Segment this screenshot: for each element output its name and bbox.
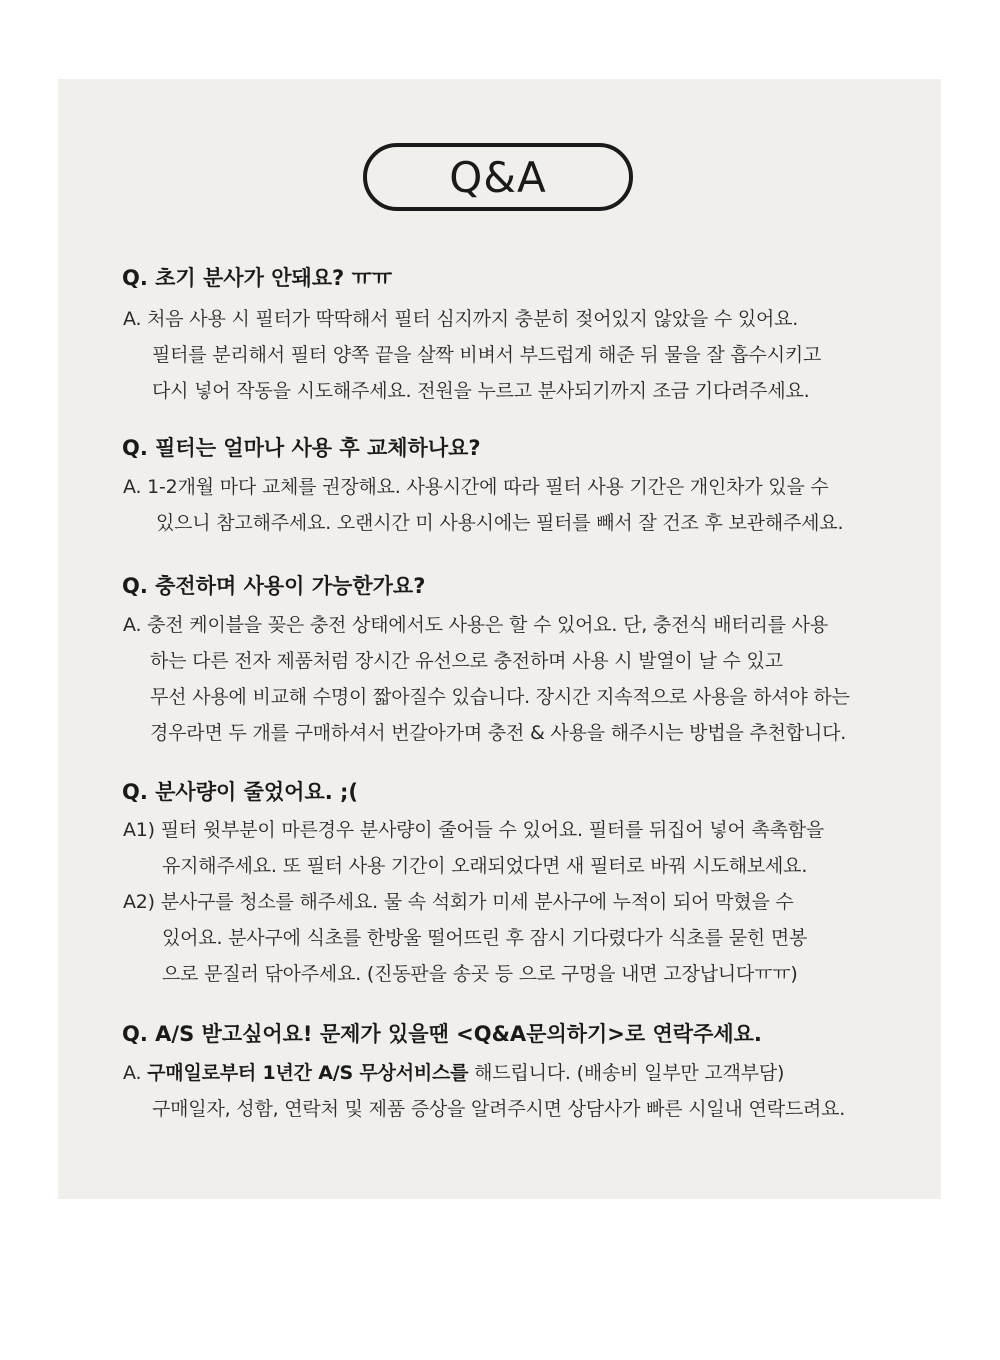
faq-question-4: Q. 분사량이 줄었어요. ;( (122, 780, 359, 804)
faq-question-3: Q. 충전하며 사용이 가능한가요? (122, 574, 426, 598)
faq-answer-4-line-3: A2) 분사구를 청소를 해주세요. 물 속 석회가 미세 분사구에 누적이 되어 막혔을 수 (123, 891, 794, 913)
title-badge (363, 143, 633, 211)
faq-answer-4-line-5: 으로 문질러 닦아주세요. (진동판을 송곳 등 으로 구멍을 내면 고장납니다ㅠㅠ) (162, 963, 798, 985)
faq-answer-3-line-3: 무선 사용에 비교해 수명이 짧아질수 있습니다. 장시간 지속적으로 사용을 하셔야 하는 (150, 686, 850, 708)
faq-answer-1-line-3: 다시 넣어 작동을 시도해주세요. 전원을 누르고 분사되기까지 조금 기다려주세요. (152, 380, 810, 402)
faq-answer-3-line-1: A. 충전 케이블을 꽂은 충전 상태에서도 사용은 할 수 있어요. 단, 충전식 배터리를 사용 (123, 614, 828, 636)
faq-answer-2-line-1: A. 1-2개월 마다 교체를 권장해요. 사용시간에 따라 필터 사용 기간은 개인차가 있을 수 (123, 476, 829, 498)
faq-question-5: Q. A/S 받고싶어요! 문제가 있을땐 <Q&A문의하기>로 연락주세요. (122, 1022, 762, 1046)
faq-answer-4-line-2: 유지해주세요. 또 필터 사용 기간이 오래되었다면 새 필터로 바꿔 시도해보세요. (162, 855, 808, 877)
faq-answer-1-line-2: 필터를 분리해서 필터 양쪽 끝을 살짝 비벼서 부드럽게 해준 뒤 물을 잘 흡수시키고 (152, 344, 822, 366)
faq-answer-5-line-1 (123, 1058, 784, 1085)
faq-answer-2-line-2: 있으니 참고해주세요. 오랜시간 미 사용시에는 필터를 빼서 잘 건조 후 보관해주세요. (156, 512, 844, 534)
faq-answer-4-line-1: A1) 필터 윗부분이 마른경우 분사량이 줄어들 수 있어요. 필터를 뒤집어 넣어 촉촉함을 (123, 819, 825, 841)
faq-answer-5-highlight: 구매일로부터 1년간 A/S 무상서비스를 (147, 1062, 469, 1084)
faq-answer-5-line-2: 구매일자, 성함, 연락처 및 제품 증상을 알려주시면 상담사가 빠른 시일내 연락드려요. (152, 1098, 846, 1120)
faq-answer-1-line-1: A. 처음 사용 시 필터가 딱딱해서 필터 심지까지 충분히 젖어있지 않았을 수 있어요. (123, 308, 799, 330)
faq-question-1: Q. 초기 분사가 안돼요? ㅠㅠ (122, 266, 393, 290)
faq-answer-5-prefix: A. (123, 1062, 148, 1084)
faq-answer-5-rest: 해드립니다. (배송비 일부만 고객부담) (468, 1062, 785, 1084)
faq-answer-3-line-2: 하는 다른 전자 제품처럼 장시간 유선으로 충전하며 사용 시 발열이 날 수 있고 (150, 650, 783, 672)
faq-answer-3-line-4: 경우라면 두 개를 구매하셔서 번갈아가며 충전 & 사용을 해주시는 방법을 추천합니다. (150, 722, 847, 744)
page-title: Q&A (449, 152, 547, 202)
faq-question-2: Q. 필터는 얼마나 사용 후 교체하나요? (122, 436, 481, 460)
faq-answer-4-line-4: 있어요. 분사구에 식초를 한방울 떨어뜨린 후 잠시 기다렸다가 식초를 묻힌 면봉 (162, 927, 808, 949)
